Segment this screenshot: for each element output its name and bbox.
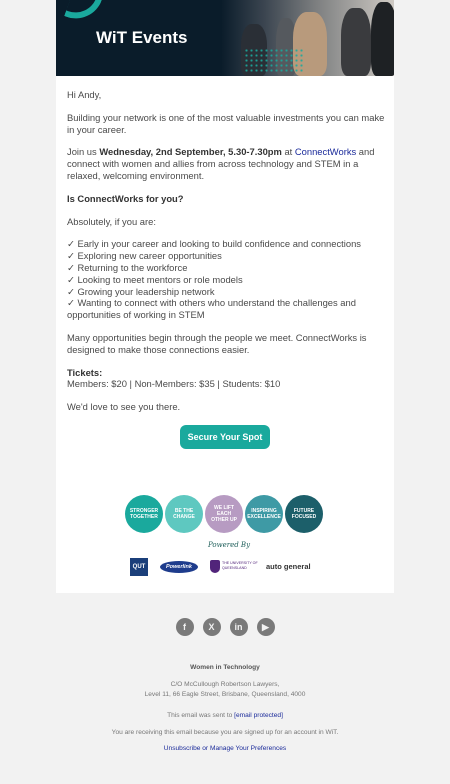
tickets-label: Tickets: (67, 366, 103, 378)
values-badges (125, 495, 325, 535)
checklist-item: ✓ Wanting to connect with others who understand the challenges and opportunities of working in STEM (67, 297, 356, 321)
email-card (56, 0, 394, 593)
qut-logo: QUT (130, 558, 148, 576)
footer-reason: You are receiving this email because you are signed up for an account in WiT. (111, 729, 339, 736)
footer-address-line1: C/O McCullough Robertson Lawyers, (170, 681, 280, 688)
checklist-item: ✓ Looking to meet mentors or role models (67, 273, 243, 285)
uq-crest-icon (210, 560, 220, 573)
wit-swoosh-icon (64, 0, 102, 26)
greeting: Hi Andy, (67, 89, 102, 100)
footer-unsubscribe (0, 745, 450, 752)
youtube-icon[interactable]: ▶ (257, 618, 275, 636)
autogeneral-logo: auto general (266, 562, 311, 571)
powerlink-logo: Powerlink (160, 561, 198, 573)
checklist-item: ✓ Early in your career and looking to build confidence and connections (67, 238, 361, 250)
badge-stronger-together: STRONGER TOGETHER (125, 495, 163, 533)
linkedin-icon[interactable]: in (230, 618, 248, 636)
powered-by: Powered By (200, 541, 258, 555)
checklist-item: ✓ Returning to the workforce (67, 261, 188, 273)
section-heading: Is ConnectWorks for you? (67, 192, 184, 204)
checklist-item: ✓ Exploring new career opportunities (67, 250, 222, 262)
unsubscribe-link[interactable]: Unsubscribe or Manage Your Preferences (163, 745, 287, 752)
recipient-email-link[interactable]: [email protected] (234, 712, 283, 719)
footer-sent-to: This email was sent to [email protected] (167, 712, 283, 719)
badge-we-lift: WE LIFT EACH OTHER UP (205, 495, 243, 533)
badge-inspiring-excellence: INSPIRING EXCELLENCE (245, 495, 283, 533)
social-links (0, 618, 450, 636)
uq-logo-text: THE UNIVERSITY OF QUEENSLAND (222, 561, 258, 570)
partner-logos (130, 557, 330, 579)
dot-pattern (244, 48, 304, 74)
see-you-text: We'd love to see you there. (67, 401, 181, 413)
lead-text: Absolutely, if you are: (67, 215, 156, 227)
email-body (67, 89, 385, 424)
event-banner (56, 0, 394, 76)
email-footer (0, 618, 450, 636)
badge-future-focused: FUTURE FOCUSED (285, 495, 323, 533)
event-paragraph: Join us Wednesday, 2nd September, 5.30-7.30pm at ConnectWorks and connect with women and allies from across technology and STEM in a relaxed, welcoming environment. (67, 146, 375, 181)
footer-address-line2: Level 11, 66 Eagle Street, Brisbane, Queensland, 4000 (144, 691, 306, 698)
ticket-prices: Members: $20 | Non-Members: $35 | Students: $10 (67, 378, 281, 390)
x-icon[interactable]: X (203, 618, 221, 636)
badge-be-the-change: BE THE CHANGE (165, 495, 203, 533)
checklist-item: ✓ Growing your leadership network (67, 285, 215, 297)
closing-paragraph: Many opportunities begin through the people we meet. ConnectWorks is designed to make those connections easier. (67, 331, 367, 355)
tickets-block (67, 367, 385, 391)
venue-link[interactable]: ConnectWorks (294, 146, 357, 158)
intro-paragraph: Building your network is one of the most valuable investments you can make in your career. (67, 111, 385, 135)
footer-org: Women in Technology (190, 664, 260, 671)
facebook-icon[interactable]: f (176, 618, 194, 636)
secure-spot-button[interactable]: Secure Your Spot (180, 425, 270, 449)
event-date: Wednesday, 2nd September, 5.30-7.30pm (99, 146, 282, 158)
checklist (67, 238, 385, 321)
banner-title: WiT Events (96, 28, 188, 47)
